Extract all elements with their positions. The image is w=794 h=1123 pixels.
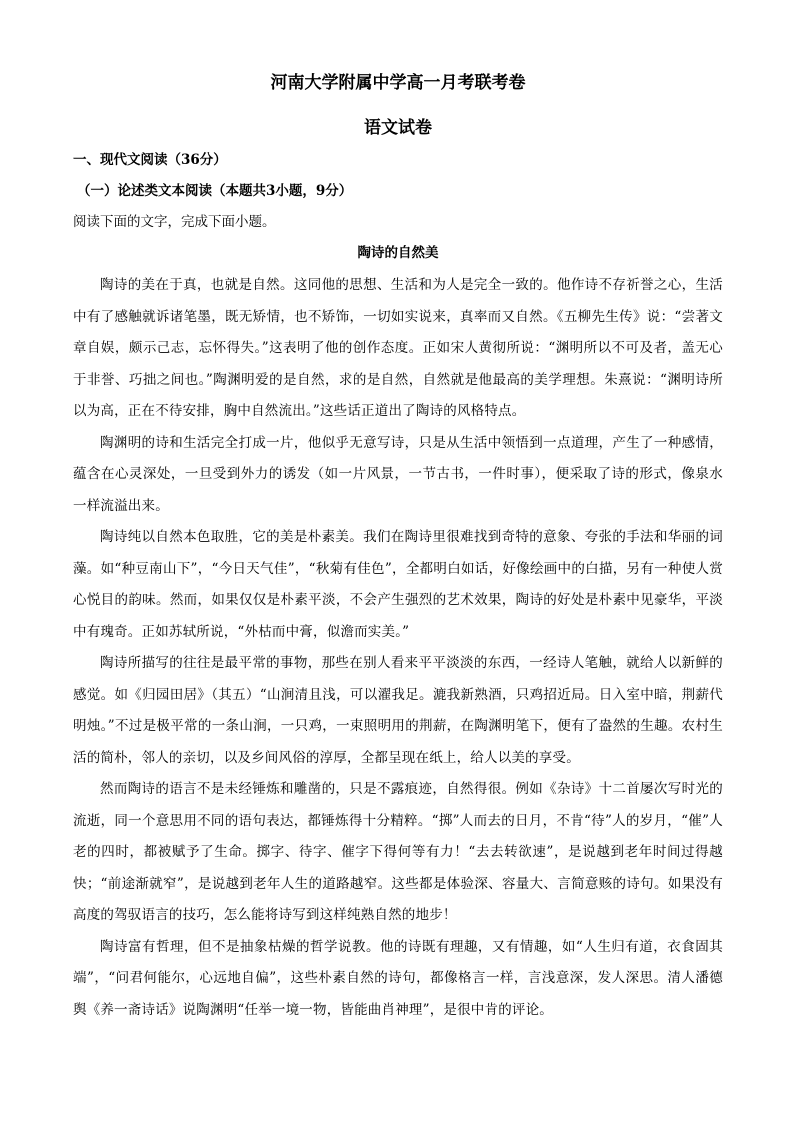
article-paragraph: 陶诗所描写的往往是最平常的事物，那些在别人看来平平淡淡的东西，一经诗人笔触，就给人以新鲜的感觉。如《归园田居》（其五）“山涧清且浅，可以濯我足。漉我新熟酒，只鸡招近局。日入室中暗，荆薪代明烛。”不过是极平常的一条山涧，一只鸡，一束照明用的荆薪，在陶渊明笔下，便有了盎然的生趣。农村生活的简朴，邻人的亲切，以及乡间风俗的淳厚，全都呈现在纸上，给人以美的享受。 (73, 655, 724, 766)
exam-subtitle: 语文试卷 (364, 118, 432, 138)
article-paragraph: 陶诗的美在于真，也就是自然。这同他的思想、生活和为人是完全一致的。他作诗不存祈誉之心，生活中有了感触就诉诸笔墨，既无矫情，也不矫饰，一切如实说来，真率而又自然。《五柳先生传》说：“尝著文章自娱，颇示己志，忘怀得失。”这表明了他的创作态度。正如宋人黄彻所说：“渊明所以不可及者，盖无心于非誉、巧拙之间也。”陶渊明爱的是自然，求的是自然，自然就是他最高的美学理想。朱熹说：“渊明诗所以为高，正在不待安排，胸中自然流出。”这些话正道出了陶诗的风格特点。 (73, 277, 723, 419)
article-title: 陶诗的自然美 (357, 245, 439, 261)
article-paragraph: 陶诗富有哲理，但不是抽象枯燥的哲学说教。他的诗既有理趣，又有情趣，如“人生归有道，衣食固其端”，“问君何能尔，心远地自偏”，这些朴素自然的诗句，都像格言一样，言浅意深，发人深思。清人潘德舆《养一斋诗话》说陶渊明“任举一境一物，皆能曲肖神理”，是很中肯的评论。 (73, 938, 723, 1018)
article-body (73, 270, 723, 1026)
instruction-text: 阅读下面的文字，完成下面小题。 (73, 214, 276, 230)
article-paragraph: 陶诗纯以自然本色取胜，它的美是朴素美。我们在陶诗里很难找到奇特的意象、夸张的手法和华丽的词藻。如“种豆南山下”，“今日天气佳”，“秋菊有佳色”，全都明白如话，好像绘画中的白描，另有一种使人赏心悦目的韵味。然而，如果仅仅是朴素平淡，不会产生强烈的艺术效果，陶诗的好处是朴素中见豪华，平淡中有瑰奇。正如苏轼所说，“外枯而中膏，似澹而实美。” (73, 529, 723, 640)
article-paragraph: 然而陶诗的语言不是未经锤炼和雕凿的，只是不露痕迹，自然得很。例如《杂诗》十二首屡次写时光的流逝，同一个意思用不同的语句表达，都锤炼得十分精粹。“掷”人而去的日月，不肯“待”人的岁月，“催”人老的四时，都被赋予了生命。掷字、待字、催字下得何等有力！“去去转欲速”，是说越到老年时间过得越快；“前途渐就窄”，是说越到老年人生的道路越窄。这些都是体验深、容量大、言简意赅的诗句。如果没有高度的驾驭语言的技巧，怎么能将诗写到这样纯熟自然的地步！ (73, 781, 723, 923)
exam-title: 河南大学附属中学高一月考联考卷 (270, 73, 526, 93)
article-paragraph: 陶渊明的诗和生活完全打成一片，他似乎无意写诗，只是从生活中领悟到一点道理，产生了一种感情，蕴含在心灵深处，一旦受到外力的诱发（如一片风景，一节古书，一件时事），便采取了诗的形式，像泉水一样流溢出来。 (73, 434, 723, 514)
section-heading: 一、现代文阅读（36分） (73, 152, 227, 168)
subsection-heading: （一）论述类文本阅读（本题共3小题，9分） (77, 183, 353, 199)
